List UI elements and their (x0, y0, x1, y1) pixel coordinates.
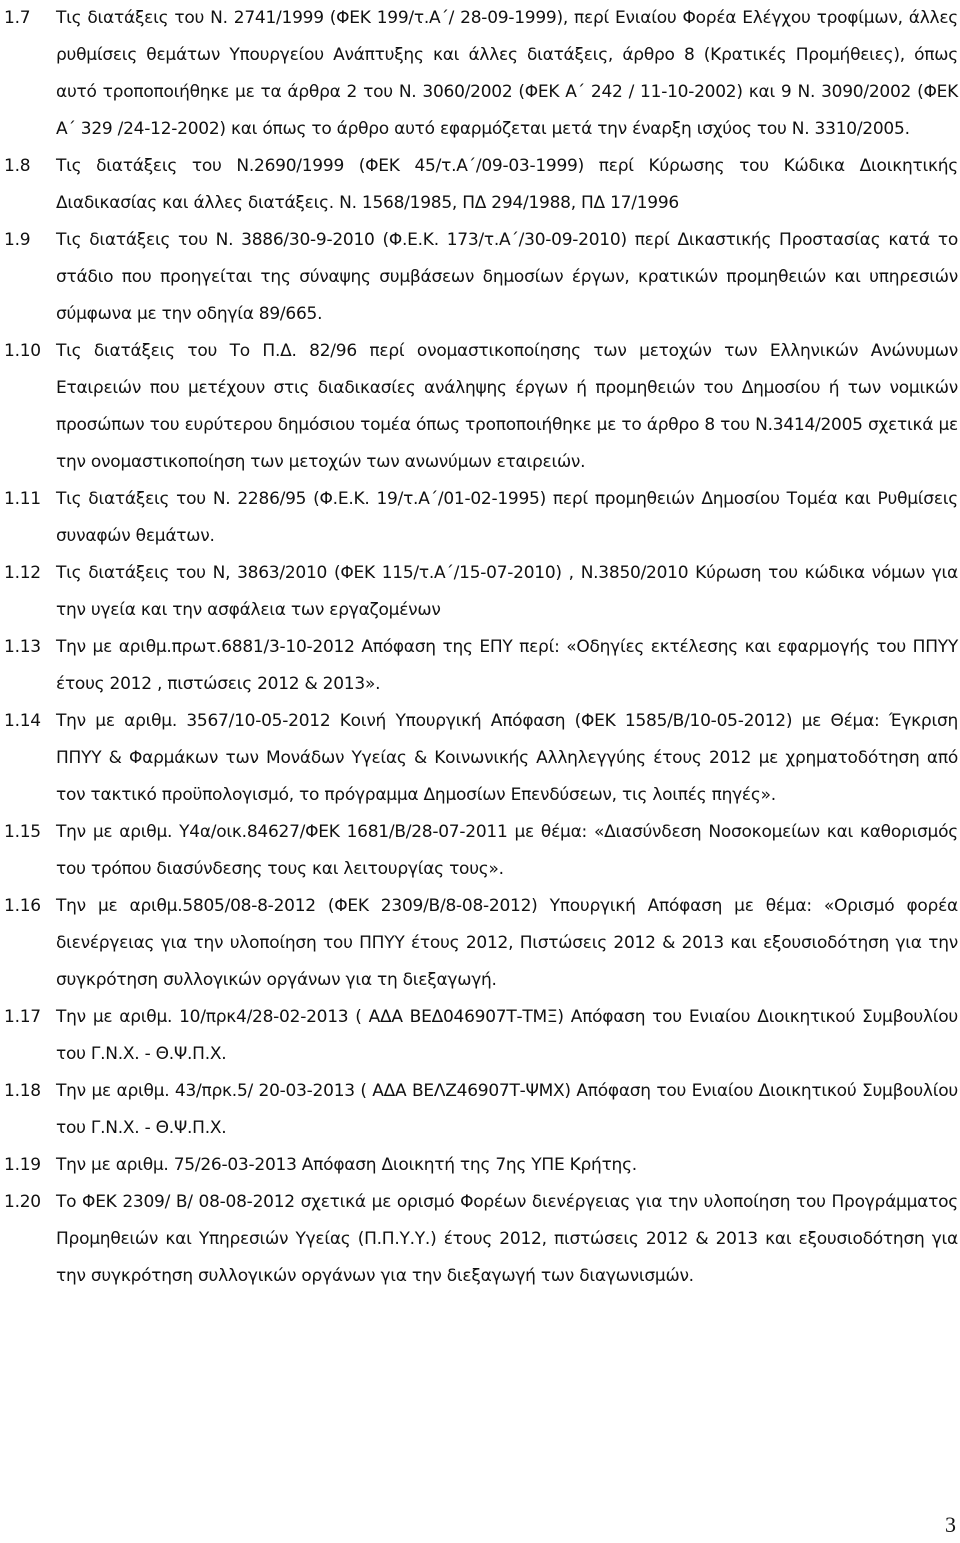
list-item (4, 1184, 958, 1295)
item-number: 1.15 (4, 822, 41, 842)
item-number: 1.18 (4, 1081, 41, 1101)
item-text: Τις διατάξεις του Ν, 3863/2010 (ΦΕΚ 115/τ.Α΄/15-07-2010) , Ν.3850/2010 Κύρωση του κώδικα νόμων για την υγεία και την ασφάλεια των εργαζομένων (56, 563, 958, 620)
item-text: Το ΦΕΚ 2309/ Β/ 08-08-2012 σχετικά με ορισμό Φορέων διενέργειας για την υλοποίηση του Προγράμματος Προμηθειών και Υπηρεσιών Υγείας (Π.Π.Υ.Υ.) έτους 2012, πιστώσεις 2012 & 2013 και εξουσιοδότηση για την συγκρότηση συλλογικών οργάνων για την διεξαγωγή των διαγωνισμών. (56, 1192, 958, 1286)
list-item (4, 555, 958, 629)
item-number: 1.12 (4, 563, 41, 583)
item-number: 1.9 (4, 230, 31, 250)
item-number: 1.20 (4, 1192, 41, 1212)
list-item (4, 481, 958, 555)
item-text: Τις διατάξεις του Ν. 2286/95 (Φ.Ε.Κ. 19/τ.Α΄/01-02-1995) περί προμηθειών Δημοσίου Τομέα και Ρυθμίσεις συναφών θεμάτων. (56, 489, 958, 546)
item-text: Την με αριθμ. Υ4α/οικ.84627/ΦΕΚ 1681/Β/28-07-2011 με θέμα: «Διασύνδεση Νοσοκομείων και καθορισμός του τρόπου διασύνδεσης τους και λειτουργίας τους». (56, 822, 958, 879)
item-number: 1.13 (4, 637, 41, 657)
item-number: 1.16 (4, 896, 41, 916)
item-number: 1.10 (4, 341, 41, 361)
numbered-list (4, 0, 958, 1295)
item-text: Τις διατάξεις του Ν. 2741/1999 (ΦΕΚ 199/τ.Α΄/ 28-09-1999), περί Ενιαίου Φορέα Ελέγχου τροφίμων, άλλες ρυθμίσεις θεμάτων Υπουργείου Ανάπτυξης και άλλες διατάξεις, άρθρο 8 (Κρατικές Προμήθειες), όπως αυτό τροποποιήθηκε με τα άρθρα 2 του Ν. 3060/2002 (ΦΕΚ Α΄ 242 / 11-10-2002) και 9 Ν. 3090/2002 (ΦΕΚ Α΄ 329 /24-12-2002) και όπως το άρθρο αυτό εφαρμόζεται μετά την έναρξη ισχύος του Ν. 3310/2005. (56, 8, 958, 139)
item-text: Την με αριθμ.πρωτ.6881/3-10-2012 Απόφαση της ΕΠΥ περί: «Οδηγίες εκτέλεσης και εφαρμογής του ΠΠΥΥ έτους 2012 , πιστώσεις 2012 & 2013». (56, 637, 958, 694)
item-text: Την με αριθμ.5805/08-8-2012 (ΦΕΚ 2309/Β/8-08-2012) Υπουργική Απόφαση με θέμα: «Ορισμό φορέα διενέργειας για την υλοποίηση του ΠΠΥΥ έτους 2012, Πιστώσεις 2012 & 2013 και εξουσιοδότηση για την συγκρότηση συλλογικών οργάνων για τη διεξαγωγή. (56, 896, 958, 990)
item-text: Την με αριθμ. 10/πρκ4/28-02-2013 ( ΑΔΑ ΒΕΔ046907Τ-ΤΜΞ) Απόφαση του Ενιαίου Διοικητικού Συμβουλίου του Γ.Ν.Χ. - Θ.Ψ.Π.Χ. (56, 1007, 958, 1064)
item-number: 1.14 (4, 711, 41, 731)
list-item (4, 629, 958, 703)
item-text: Τις διατάξεις του Το Π.Δ. 82/96 περί ονομαστικοποίησης των μετοχών των Ελληνικών Ανώνυμων Εταιρειών που μετέχουν στις διαδικασίες ανάληψης έργων ή προμηθειών του Δημοσίου ή των νομικών προσώπων του ευρύτερου δημόσιου τομέα όπως τροποποιήθηκε με το άρθρο 8 του Ν.3414/2005 σχετικά με την ονομαστικοποίηση των μετοχών των ανωνύμων εταιρειών. (56, 341, 958, 472)
list-item (4, 148, 958, 222)
list-item (4, 1073, 958, 1147)
item-text: Την με αριθμ. 43/πρκ.5/ 20-03-2013 ( ΑΔΑ ΒΕΛΖ46907Τ-ΨΜΧ) Απόφαση του Ενιαίου Διοικητικού Συμβουλίου του Γ.Ν.Χ. - Θ.Ψ.Π.Χ. (56, 1081, 958, 1138)
list-item (4, 888, 958, 999)
list-item (4, 0, 958, 148)
item-text: Την με αριθμ. 3567/10-05-2012 Κοινή Υπουργική Απόφαση (ΦΕΚ 1585/Β/10-05-2012) με Θέμα: Έγκριση ΠΠΥΥ & Φαρμάκων των Μονάδων Υγείας & Κοινωνικής Αλληλεγγύης έτους 2012 με χρηματοδότηση από τον τακτικό προϋπολογισμό, το πρόγραμμα Δημοσίων Επενδύσεων, τις λοιπές πηγές». (56, 711, 958, 805)
item-text: Τις διατάξεις του Ν. 3886/30-9-2010 (Φ.Ε.Κ. 173/τ.Α΄/30-09-2010) περί Δικαστικής Προστασίας κατά το στάδιο που προηγείται της σύναψης συμβάσεων δημοσίων έργων, κρατικών προμηθειών και υπηρεσιών σύμφωνα με την οδηγία 89/665. (56, 230, 958, 324)
item-number: 1.8 (4, 156, 31, 176)
list-item (4, 333, 958, 481)
item-text: Τις διατάξεις του Ν.2690/1999 (ΦΕΚ 45/τ.Α΄/09-03-1999) περί Κύρωσης του Κώδικα Διοικητικής Διαδικασίας και άλλες διατάξεις. Ν. 1568/1985, ΠΔ 294/1988, ΠΔ 17/1996 (56, 156, 958, 213)
item-number: 1.11 (4, 489, 41, 509)
list-item (4, 703, 958, 814)
page-number: 3 (945, 1512, 956, 1537)
list-item (4, 814, 958, 888)
list-item (4, 1147, 958, 1184)
list-item (4, 222, 958, 333)
item-number: 1.7 (4, 8, 31, 28)
item-number: 1.17 (4, 1007, 41, 1027)
item-number: 1.19 (4, 1155, 41, 1175)
list-item (4, 999, 958, 1073)
item-text: Την με αριθμ. 75/26-03-2013 Απόφαση Διοικητή της 7ης ΥΠΕ Κρήτης. (56, 1155, 637, 1175)
